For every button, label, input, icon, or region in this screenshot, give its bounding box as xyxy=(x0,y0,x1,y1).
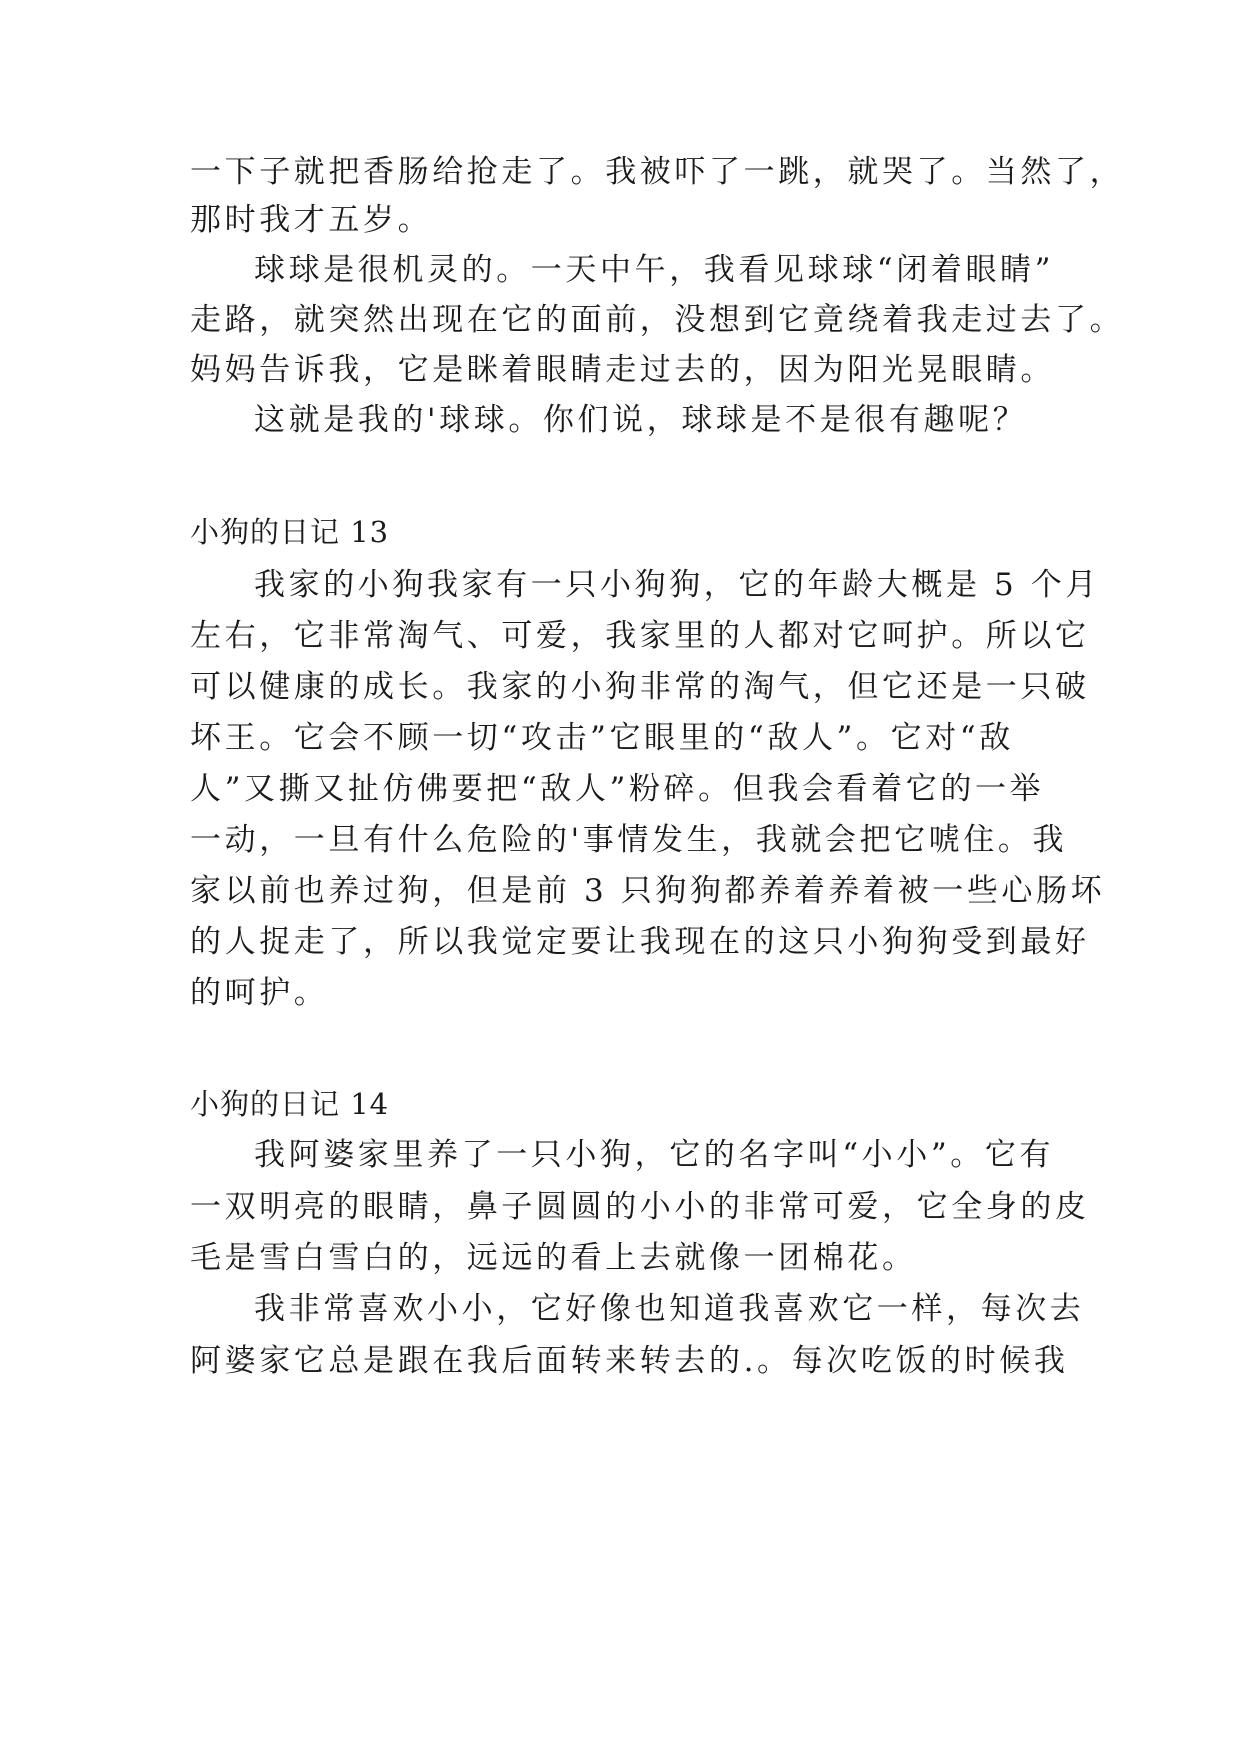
paragraph-line: 球球是很机灵的。一天中午，我看见球球“闭着眼睛” xyxy=(254,252,1055,288)
paragraph-line: 毛是雪白雪白的，远远的看上去就像一团棉花。 xyxy=(190,1240,917,1276)
paragraph-line: 家以前也养过狗，但是前 3 只狗狗都养着养着被一些心肠坏 xyxy=(190,873,1106,909)
paragraph-line: 我阿婆家里养了一只小狗，它的名字叫“小小”。它有 xyxy=(254,1137,1055,1173)
paragraph-line: 一下子就把香肠给抢走了。我被吓了一跳，就哭了。当然了， xyxy=(190,154,1125,190)
paragraph-line: 妈妈告诉我，它是眯着眼睛走过去的，因为阳光晃眼睛。 xyxy=(190,352,1055,388)
section-heading: 小狗的日记 13 xyxy=(190,515,390,549)
paragraph-line: 坏王。它会不顾一切“攻击”它眼里的“敌人”。它对“敌 xyxy=(190,720,1014,756)
paragraph-line: 我家的小狗我家有一只小狗狗，它的年龄大概是 5 个月 xyxy=(254,567,1101,603)
paragraph-line: 这就是我的'球球。你们说，球球是不是很有趣呢？ xyxy=(254,402,1028,438)
paragraph-line: 我非常喜欢小小，它好像也知道我喜欢它一样，每次去 xyxy=(254,1291,1085,1327)
section-heading: 小狗的日记 14 xyxy=(190,1087,390,1121)
paragraph-line: 那时我才五岁。 xyxy=(190,202,433,238)
paragraph-line: 左右，它非常淘气、可爱，我家里的人都对它呵护。所以它 xyxy=(190,618,1090,654)
paragraph-line: 人”又撕又扯仿佛要把“敌人”粉碎。但我会看着它的一举 xyxy=(190,771,1045,807)
paragraph-line: 的人捉走了，所以我觉定要让我现在的这只小狗狗受到最好 xyxy=(190,924,1090,960)
paragraph-line: 可以健康的成长。我家的小狗非常的淘气，但它还是一只破 xyxy=(190,669,1090,705)
paragraph-line: 一动，一旦有什么危险的'事情发生，我就会把它唬住。我 xyxy=(190,822,1068,858)
paragraph-line: 阿婆家它总是跟在我后面转来转去的.。每次吃饭的时候我 xyxy=(190,1343,1069,1379)
paragraph-line: 走路，就突然出现在它的面前，没想到它竟绕着我走过去了。 xyxy=(190,302,1125,338)
paragraph-line: 一双明亮的眼睛，鼻子圆圆的小小的非常可爱，它全身的皮 xyxy=(190,1189,1090,1225)
paragraph-line: 的呵护。 xyxy=(190,975,329,1011)
